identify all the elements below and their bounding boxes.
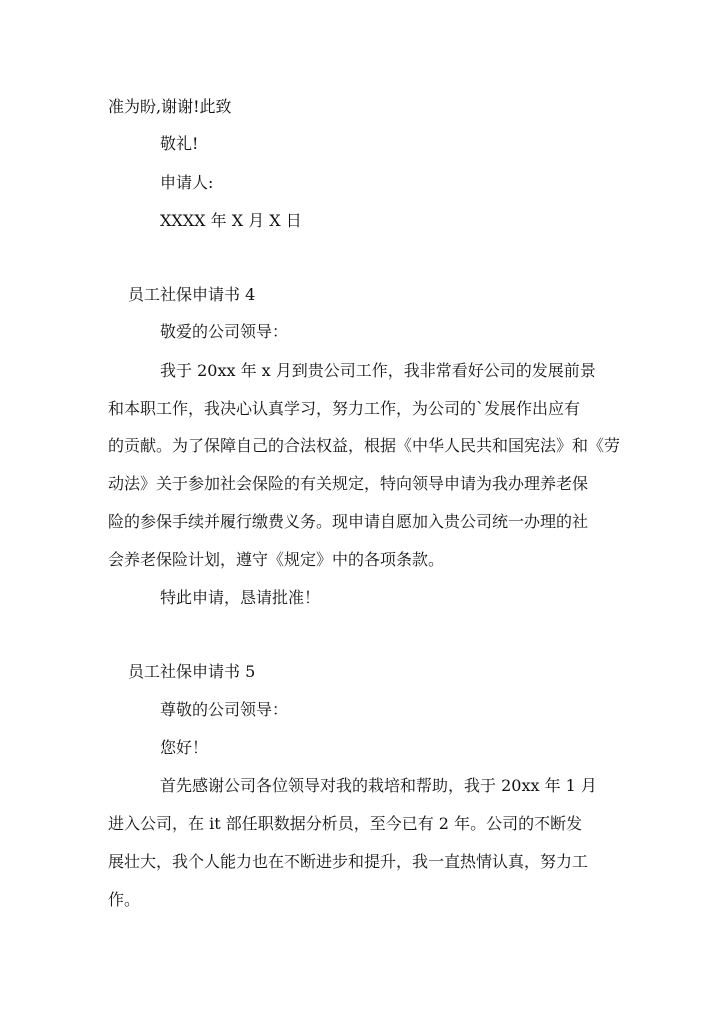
letter5-body-line: 进入公司，在 it 部任职数据分析员，至今已有 2 年。公司的不断发 xyxy=(108,814,583,833)
letter5-body-line: 作。 xyxy=(108,890,141,909)
letter4-title: 员工社保申请书 4 xyxy=(128,285,256,304)
applicant-label: 申请人: xyxy=(160,173,214,192)
letter5-hello: 您好！ xyxy=(160,738,209,757)
letter4-body-line: 的贡献。为了保障自己的合法权益，根据《中华人民共和国宪法》和《劳 xyxy=(108,436,621,455)
closing-salute: 敬礼! xyxy=(160,134,199,153)
letter5-body-line: 首先感谢公司各位领导对我的栽培和帮助，我于 20xx 年 1 月 xyxy=(160,776,597,795)
letter4-body-line: 动法》关于参加社会保险的有关规定，特向领导申请为我办理养老保 xyxy=(108,474,589,493)
letter5-body-line: 展壮大，我个人能力也在不断进步和提升，我一直热情认真，努力工 xyxy=(108,852,589,871)
letter4-body-line: 险的参保手续并履行缴费义务。现申请自愿加入贵公司统一办理的社 xyxy=(108,512,589,531)
date-line: XXXX 年 X 月 X 日 xyxy=(160,211,302,230)
letter5-greeting: 尊敬的公司领导： xyxy=(160,700,289,719)
letter5-title: 员工社保申请书 5 xyxy=(128,662,256,681)
closing-line: 准为盼,谢谢!此致 xyxy=(108,97,232,116)
letter4-closing: 特此申请，恳请批准！ xyxy=(160,588,321,607)
letter4-body-line: 会养老保险计划，遵守《规定》中的各项条款。 xyxy=(108,550,445,569)
letter4-greeting: 敬爱的公司领导： xyxy=(160,322,289,341)
letter4-body-line: 我于 20xx 年 x 月到贵公司工作，我非常看好公司的发展前景 xyxy=(160,361,596,380)
letter4-body-line: 和本职工作，我决心认真学习，努力工作，为公司的`发展作出应有 xyxy=(108,399,581,418)
